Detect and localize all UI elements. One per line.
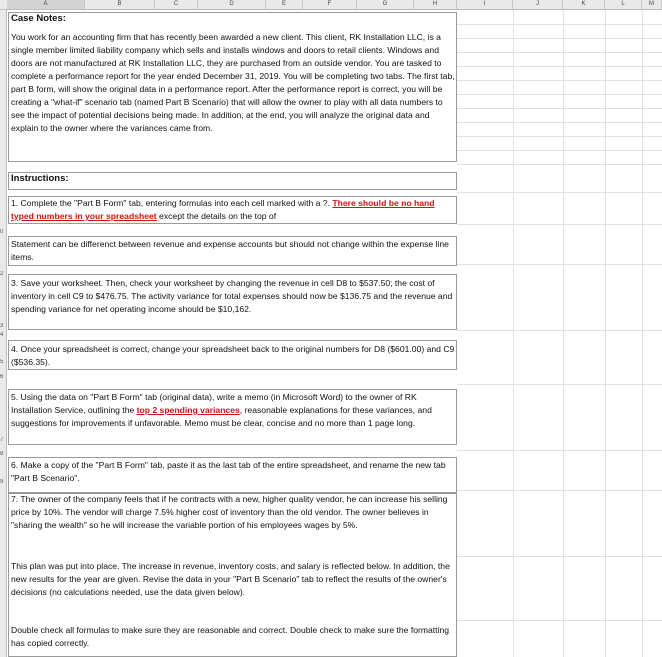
column-header-g[interactable]: G — [357, 0, 414, 9]
step1-text: 1. Complete the "Part B Form" tab, entering formulas into each cell marked with a ?. — [11, 198, 333, 208]
gridline — [457, 94, 662, 95]
instruction-step-1-continued: Statement can be differenct between revenue and expense accounts but should not change within the expense line items. — [11, 239, 449, 262]
instruction-step-4: 4. Once your spreadsheet is correct, change your spreadsheet back to the original numbers for D8 ($601.00) and C9 ($536.35). — [11, 344, 455, 367]
column-header-k[interactable]: K — [563, 0, 605, 9]
column-header-a[interactable]: A — [7, 0, 85, 9]
gridline — [457, 490, 662, 491]
row-number[interactable]: 5 — [0, 359, 4, 365]
row-number[interactable]: 2 — [0, 271, 4, 277]
column-header-m[interactable]: M — [642, 0, 662, 9]
case-notes-body: You work for an accounting firm that has recently been awarded a new client. This client, RK Installation LLC, is a single member limited liability company which sells and installs windows and doors to retail clients. Windows and doors are not manufactured at RK Installation LLC, they are purchased from an outside vendor. You are tasked to complete a performance report for the year ended December 31, 2019. You will be completing two tabs. The first tab, part B form, will show the original data in a performance report. After the performance report is correct, you will be creating a "what-if" scenario tab (named Part B Scenario) that will allow the owner to play with all data numbers to see the impact of potential decisions being made. In addition, at the end, you will analyze the original data and explain to the owner where the variances came from. — [11, 32, 455, 133]
step5-text-end: , reasonable explanations for these variances, and suggestions for improvements if unfavorable. Memo must be clear, concise and no more than 1 page long. — [11, 405, 432, 428]
row-number[interactable]: 7 — [0, 437, 4, 443]
instruction-step-1 — [11, 197, 455, 223]
column-header-c[interactable]: C — [155, 0, 198, 9]
plan-paragraph: This plan was put into place. The increase in revenue, inventory costs, and salary is reflected below. In addition, the new results for the year are given. Revise the data in your "Part B Scenario" tab to reflect the results of the owner's decisions (no calculations needed, use the data given below). — [11, 561, 450, 597]
instruction-step-5 — [11, 391, 455, 430]
column-header-j[interactable]: J — [513, 0, 563, 9]
gridline — [457, 24, 662, 25]
row-number[interactable]: 6 — [0, 374, 4, 380]
gridline — [457, 330, 662, 331]
gridline — [457, 52, 662, 53]
gridline — [457, 38, 662, 39]
row-number[interactable]: 4 — [0, 332, 4, 338]
row-number[interactable]: 9 — [0, 479, 4, 485]
row-number[interactable]: 8 — [0, 451, 4, 457]
instruction-step-7: 7. The owner of the company feels that if he contracts with a new, higher quality vendor, he can increase his selling price by 10%. The vendor will charge 7.5% higher cost of inventory than the old vendor. The owner believes in "sharing the wealth" so he will increase the variable portion of his employees wages by 5%. — [11, 494, 448, 530]
column-header-bar — [0, 0, 662, 10]
gridline — [457, 122, 662, 123]
row-number[interactable]: 0 — [0, 229, 4, 235]
column-header-e[interactable]: E — [266, 0, 303, 9]
step1-text-end: except the details on the top of — [156, 211, 277, 221]
gridline — [457, 66, 662, 67]
row-number[interactable]: 3 — [0, 323, 4, 329]
step1-warning: There should be no hand typed numbers in your spreadsheet — [11, 198, 435, 221]
double-check-paragraph: Double check all formulas to make sure they are reasonable and correct. Double check to make sure the formatting has copied correctly. — [11, 625, 450, 648]
gridline — [457, 164, 662, 165]
column-header-h[interactable]: H — [414, 0, 457, 9]
gridline — [457, 224, 662, 225]
column-header-i[interactable]: I — [457, 0, 513, 9]
gridline — [457, 80, 662, 81]
instruction-step-6: 6. Make a copy of the "Part B Form" tab, paste it as the last tab of the entire spreadsheet, and rename the new tab "Part B Scenario". — [11, 460, 446, 483]
gridline — [457, 264, 662, 265]
gridline — [457, 150, 662, 151]
column-header-d[interactable]: D — [198, 0, 266, 9]
column-header-b[interactable]: B — [85, 0, 155, 9]
gridline — [457, 136, 662, 137]
case-notes-header: Case Notes: — [11, 13, 66, 24]
gridline — [457, 192, 662, 193]
column-header-f[interactable]: F — [303, 0, 357, 9]
gridline — [457, 108, 662, 109]
column-header-l[interactable]: L — [605, 0, 642, 9]
gridline — [457, 556, 662, 557]
instruction-step-3: 3. Save your worksheet. Then, check your worksheet by changing the revenue in cell D8 to $537.50; the cost of inventory in cell C9 to $476.75. The activity variance for total expenses should now be $136.75 and the revenue and spending variance for net operating income should be $10,162. — [11, 278, 453, 314]
step5-text: 5. Using the data on "Part B Form" tab (original data), write a memo (in Microsoft Word) to the owner of RK Installation Service, outlining the — [11, 392, 417, 415]
row-header-gutter — [0, 10, 7, 657]
instructions-header: Instructions: — [11, 173, 69, 184]
gridline — [457, 450, 662, 451]
gridline — [457, 384, 662, 385]
step5-highlight: top 2 spending variances — [136, 405, 240, 415]
gridline — [457, 620, 662, 621]
